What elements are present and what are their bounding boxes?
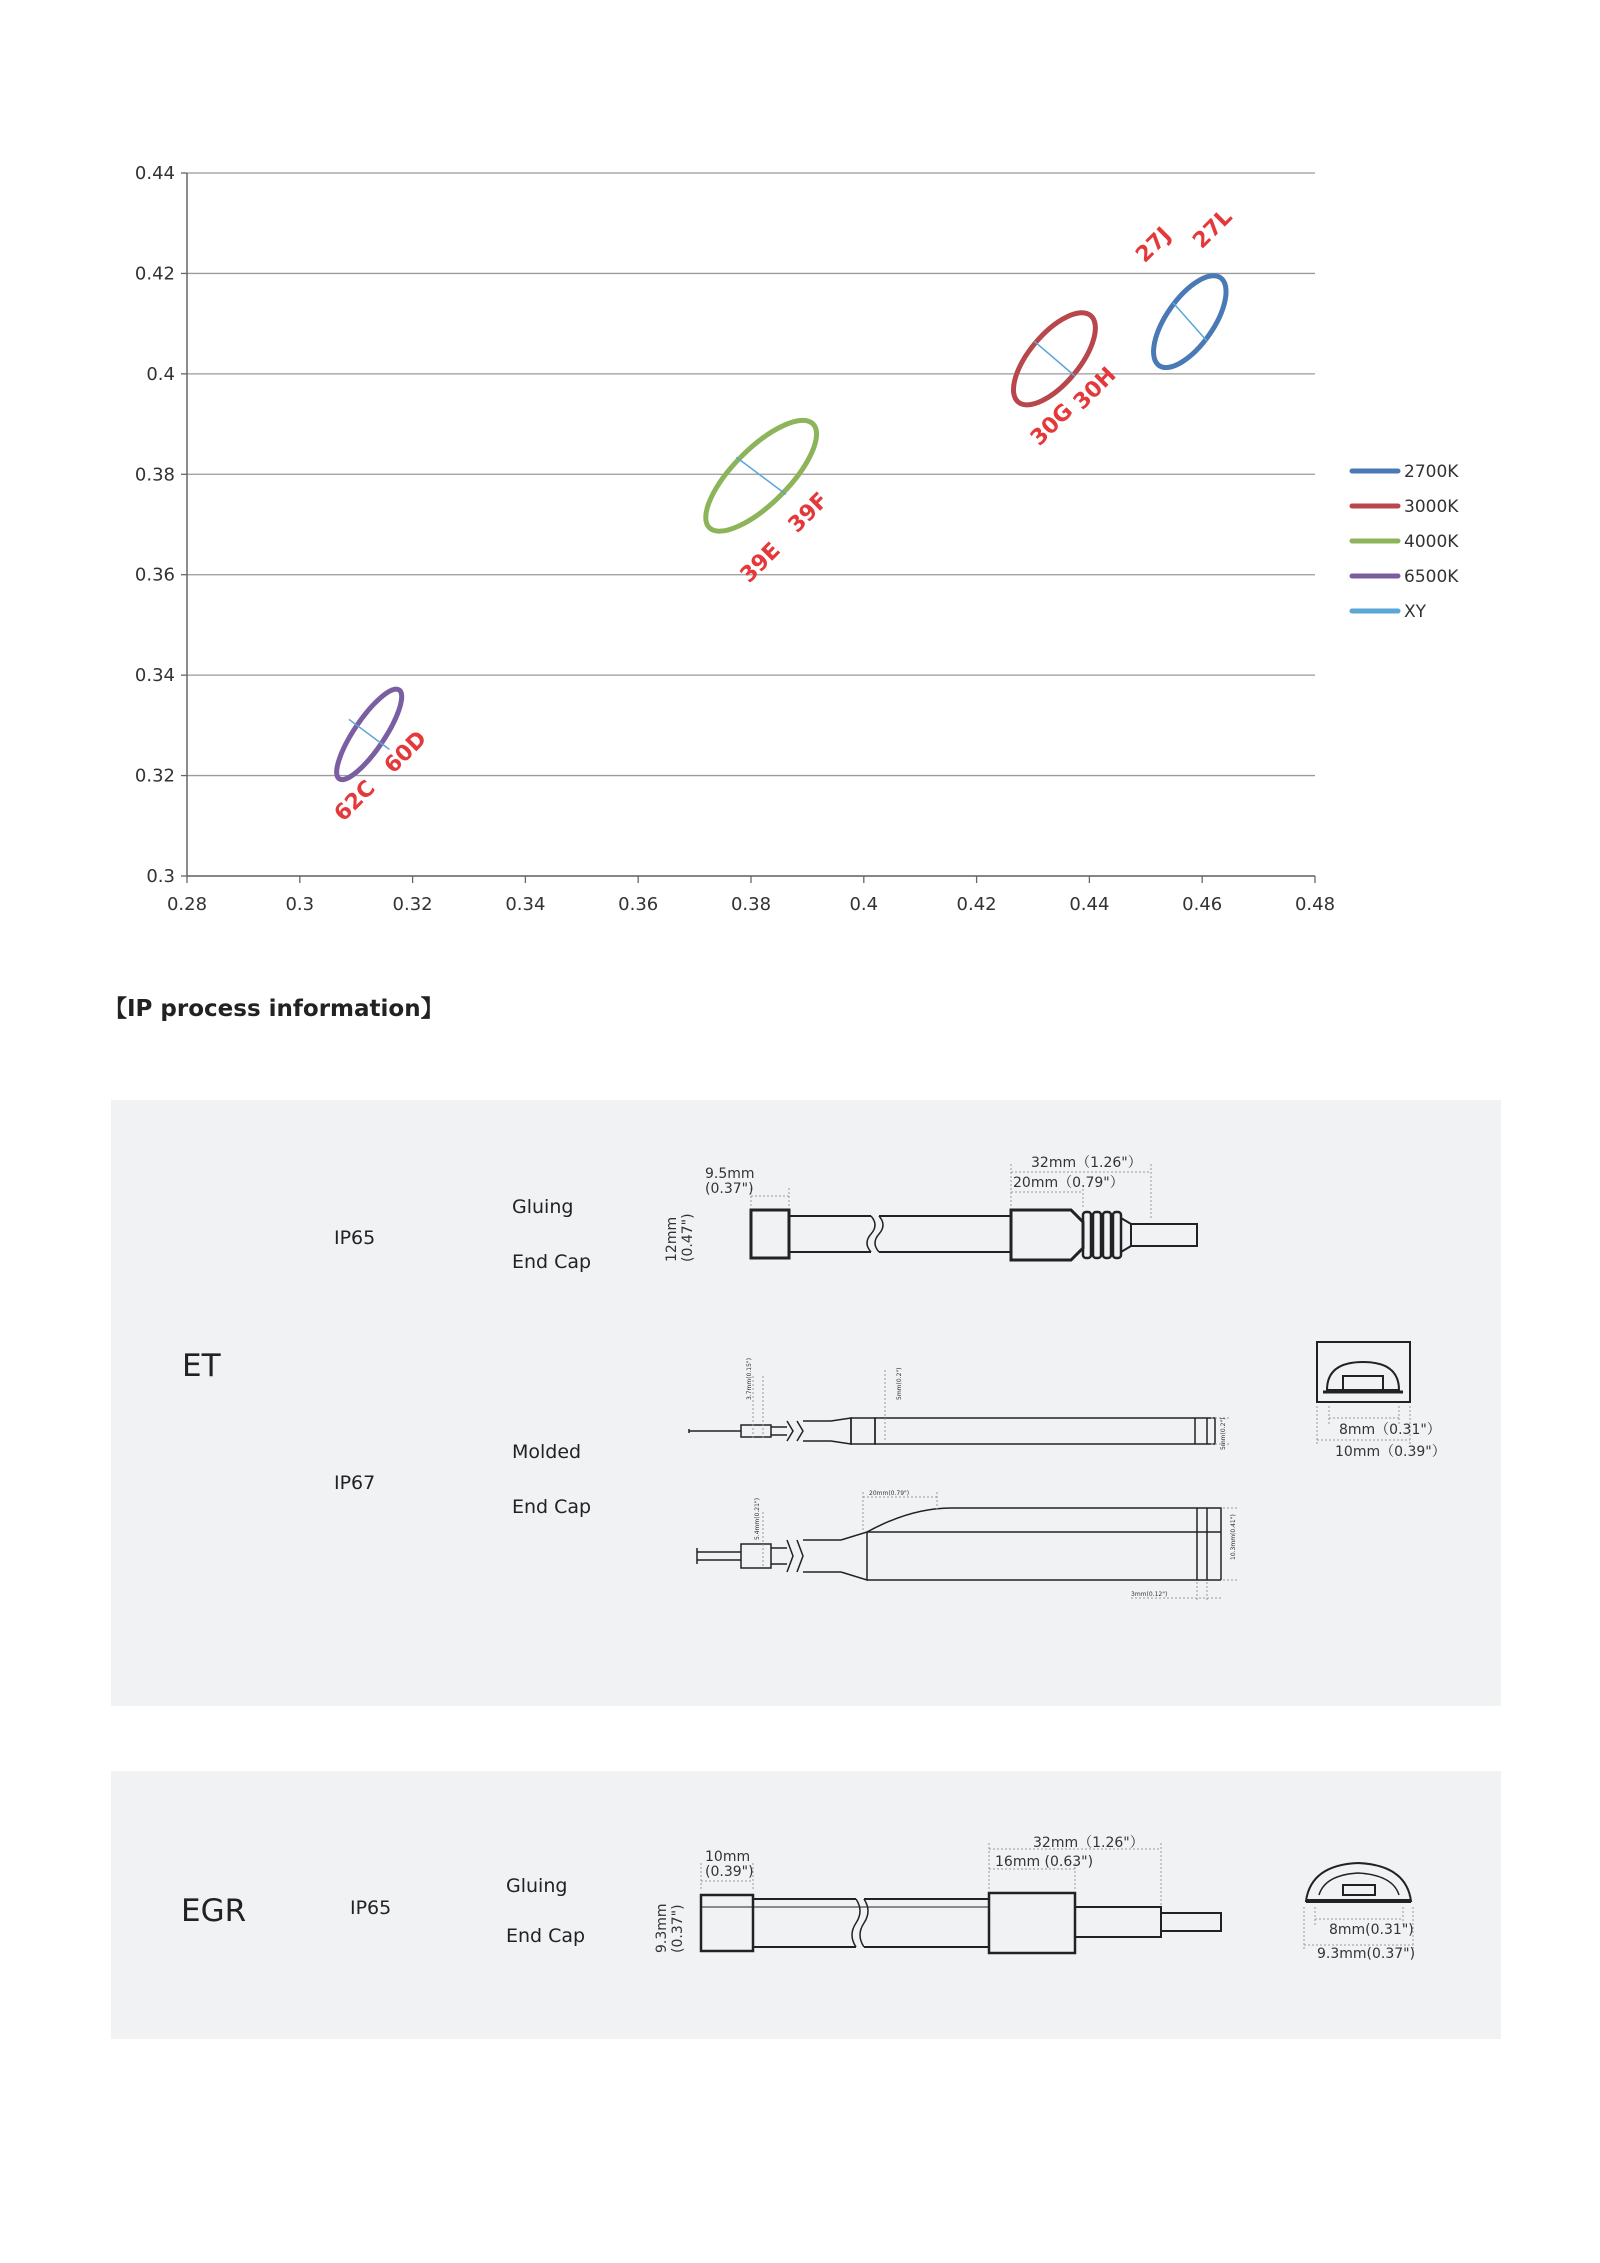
chart-legend [1352, 462, 1459, 622]
legend-label: 2700K [1404, 462, 1459, 482]
egr-drawings [111, 1771, 1501, 2039]
dim-egr-cap-len-in: (0.39") [705, 1864, 754, 1880]
legend-label: 6500K [1404, 567, 1459, 587]
y-tick-label: 0.4 [146, 363, 175, 385]
dim-molded-a: 3.7mm(0.15") [746, 1357, 753, 1400]
et-molded-end-cap-drawing-2 [697, 1508, 1221, 1580]
dim-egr-height: 9.3mm [654, 1903, 670, 1953]
section-heading: 【IP process information】 [104, 996, 444, 1022]
x-tick-label: 0.46 [1182, 894, 1223, 915]
dim-gluing-height: 12mm [664, 1216, 680, 1262]
chromaticity-chart [0, 0, 1600, 960]
et-profile-dimensions [1317, 1406, 1446, 1460]
x-tick-label: 0.34 [505, 894, 546, 915]
y-tick-label: 0.44 [134, 163, 175, 184]
et-family-label: ET [182, 1348, 221, 1384]
et-panel [111, 1100, 1501, 1706]
legend-label: 3000K [1404, 497, 1459, 517]
et-ip67-label: IP67 [334, 1472, 376, 1494]
xy-segment [349, 719, 390, 749]
et-ip65-label: IP65 [334, 1227, 376, 1249]
dim-egr-profile-outer: 9.3mm(0.37") [1317, 1946, 1416, 1962]
x-tick-label: 0.4 [849, 894, 879, 915]
et-molded-end-cap-drawing-1 [689, 1418, 1215, 1444]
et-ip67-process-2: End Cap [512, 1496, 592, 1518]
egr-profile-cross-section [1306, 1863, 1411, 1901]
bin-label: 60D [379, 726, 432, 779]
dim-et-profile-inner: 8mm（0.31"） [1339, 1422, 1441, 1438]
dim-molded2-a: 5.4mm(0.21") [754, 1497, 761, 1540]
x-tick-label: 0.42 [956, 894, 997, 915]
y-tick-labels [135, 163, 175, 887]
egr-process-1: Gluing [506, 1875, 568, 1897]
bin-labels [330, 205, 1238, 827]
x-tick-label: 0.48 [1294, 894, 1336, 915]
plot-area [327, 264, 1240, 787]
et-ip65-process-2: End Cap [512, 1251, 592, 1273]
dim-gluing-total: 32mm（1.26"） [1031, 1155, 1142, 1171]
dim-egr-profile-inner: 8mm(0.31") [1329, 1922, 1414, 1938]
dim-molded-b: 5mm(0.2") [896, 1367, 903, 1400]
x-tick-label: 0.28 [166, 894, 208, 915]
x-tick-labels [167, 894, 1335, 915]
y-tick-label: 0.34 [134, 665, 175, 687]
dim-egr-height-in: (0.37") [670, 1904, 686, 1953]
x-tick-label: 0.32 [392, 894, 433, 915]
bin-label: 39F [783, 488, 834, 539]
dim-molded2-len: 20mm(0.79") [869, 1490, 910, 1497]
dim-gluing-cap-len-in: (0.37") [705, 1181, 754, 1197]
bin-label: 39E [735, 538, 786, 589]
et-ip65-process-1: Gluing [512, 1196, 574, 1218]
egr-panel [111, 1771, 1501, 2039]
dim-egr-body: 16mm (0.63") [995, 1854, 1094, 1870]
y-tick-label: 0.3 [146, 866, 175, 887]
egr-ip65-label: IP65 [350, 1897, 392, 1919]
x-tick-label: 0.36 [618, 894, 659, 915]
egr-profile-dimensions [1304, 1907, 1415, 1962]
et-molded-dimensions-2 [754, 1490, 1237, 1602]
dim-gluing-height-in: (0.47") [680, 1213, 696, 1262]
bin-label: 30G [1025, 398, 1079, 452]
egr-family-label: EGR [181, 1893, 247, 1929]
x-tick-label: 0.38 [730, 894, 772, 915]
x-tick-label: 0.44 [1069, 894, 1110, 915]
et-drawings [111, 1100, 1501, 1706]
dim-molded2-end: 3mm(0.12") [1131, 1591, 1168, 1598]
xy-segment [1173, 303, 1207, 341]
et-gluing-end-cap-drawing [751, 1210, 1197, 1260]
dim-et-profile-outer: 10mm（0.39"） [1335, 1444, 1446, 1460]
x-tick-label: 0.3 [285, 894, 315, 915]
legend-label: XY [1404, 602, 1427, 622]
bin-label: 27L [1188, 204, 1238, 254]
et-molded-dimensions-1 [746, 1358, 1231, 1450]
xy-segment [1034, 341, 1075, 376]
bin-label: 30H [1068, 362, 1122, 416]
dim-molded-c: 5mm(0.2") [1220, 1417, 1227, 1450]
et-gluing-dimensions [664, 1155, 1151, 1262]
y-tick-label: 0.36 [134, 564, 175, 586]
egr-process-2: End Cap [506, 1925, 586, 1947]
dim-gluing-body: 20mm（0.79"） [1013, 1175, 1124, 1191]
bin-label: 62C [329, 775, 381, 827]
xy-segment [736, 457, 786, 494]
dim-egr-total: 32mm（1.26"） [1033, 1835, 1144, 1851]
y-tick-label: 0.38 [134, 464, 175, 486]
y-tick-label: 0.32 [134, 765, 175, 787]
dim-molded2-h: 10.3mm(0.41") [1230, 1514, 1237, 1560]
y-tick-label: 0.42 [134, 263, 175, 285]
et-ip67-process-1: Molded [512, 1441, 582, 1463]
bin-label: 27J [1131, 222, 1177, 268]
dim-egr-cap-len: 10mm [705, 1849, 751, 1865]
legend-label: 4000K [1404, 532, 1459, 552]
egr-gluing-end-cap-drawing [701, 1893, 1221, 1953]
et-profile-cross-section [1317, 1342, 1410, 1402]
dim-gluing-cap-len: 9.5mm [705, 1166, 755, 1182]
